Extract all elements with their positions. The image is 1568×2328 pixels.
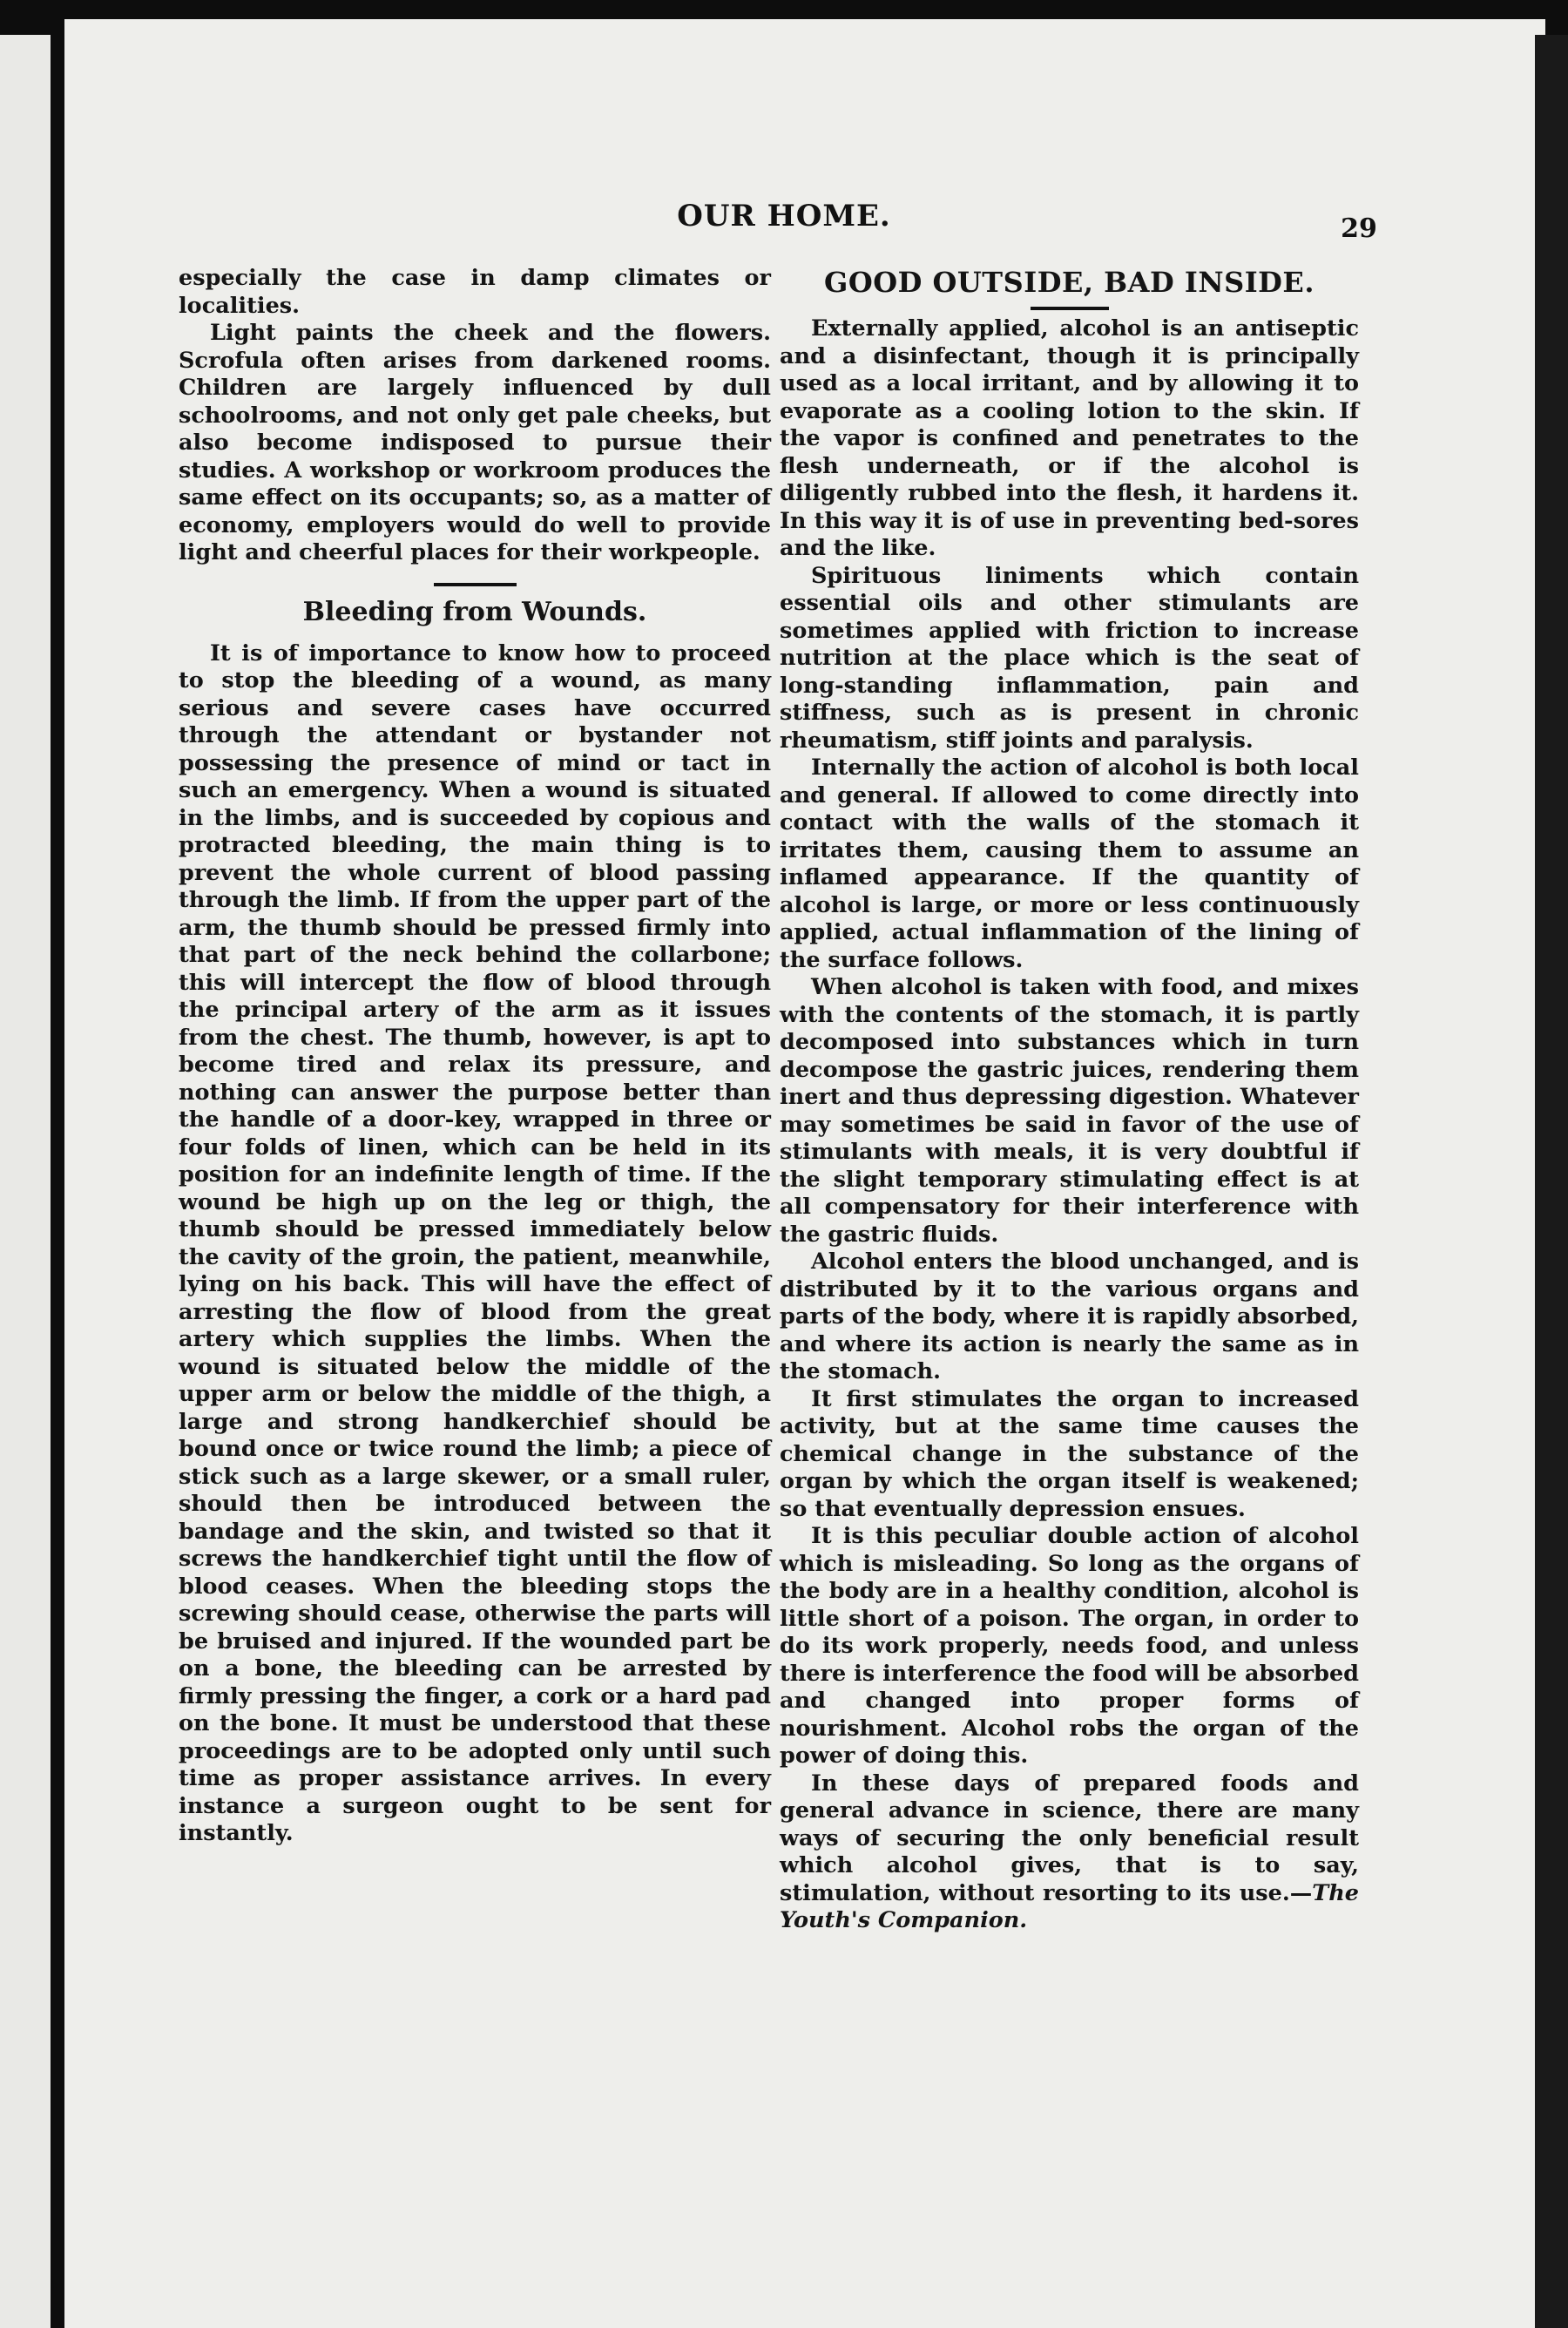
section-divider	[434, 583, 517, 586]
paragraph-6: It first stimulates the organ to increased activity, but at the same time causes the chemical change in the substance of the organ by which the organ itself is weakened; so that eventually depression ensues.	[780, 1385, 1359, 1522]
running-title: OUR HOME.	[677, 199, 891, 233]
article-title-bleeding: Bleeding from Wounds.	[302, 596, 647, 627]
page-gutter-shadow	[1535, 35, 1568, 2328]
facing-page-edge	[0, 35, 51, 2328]
page-number: 29	[1341, 213, 1377, 244]
paragraph-8-text: In these days of prepared foods and general advance in science, there are many ways of securing the only beneficial result which alcohol gives, that is to say, stimulation, without resorting to its use.—	[780, 1770, 1359, 1906]
paragraph-7: It is this peculiar double action of alcohol which is misleading. So long as the organs of the body are in a healthy condition, alcohol is little short of a poison. The organ, in order to do its work properly, needs food, and unless there is interference the food will be absorbed and changed into proper forms of nourishment. Alcohol robs the organ of the power of doing this.	[780, 1523, 1359, 1769]
title-divider	[1031, 307, 1109, 310]
paragraph-1: Externally applied, alcohol is an antiseptic and a disinfectant, though it is principally used as a local irritant, and by allowing it to evaporate as a cooling lotion to the skin. If the vapor is confined and penetrates to the flesh underneath, or if the alcohol is diligently rubbed into the flesh, it hardens it. In this way it is of use in preventing bed-sores and the like.	[780, 315, 1359, 561]
continued-paragraph: especially the case in damp climates or localities.	[179, 265, 771, 319]
paragraph-4: When alcohol is taken with food, and mixes with the contents of the stomach, it is partly decomposed into substances which in turn decompose the gastric juices, rendering them inert and thus depressing digestion. Whatever may sometimes be said in favor of the use of stimulants with meals, it is very doubtful if the slight temporary stimulating effect is at all compensatory for their interference with the gastric fluids.	[780, 974, 1359, 1248]
right-column	[780, 265, 1359, 1935]
paragraph-8	[780, 1770, 1359, 1935]
source-attribution: The Youth's Companion.	[780, 1879, 1359, 1933]
paragraph-light: Light paints the cheek and the flowers. Scrofula often arises from darkened rooms. Children are largely influenced by dull schoolrooms, and not only get pale cheeks, but also become indisposed to pursue their studies. A workshop or workroom produces the same effect on its occupants; so, as a matter of economy, employers would do well to provide light and cheerful places for their workpeople.	[179, 320, 771, 565]
paragraph-bleeding: It is of importance to know how to proceed to stop the bleeding of a wound, as many serious and severe cases have occurred through the attendant or bystander not possessing the presence of mind or tact in such an emergency. When a wound is situated in the limbs, and is succeeded by copious and protracted bleeding, the main thing is to prevent the whole current of blood passing through the limb. If from the upper part of the arm, the thumb should be pressed firmly into that part of the neck behind the collarbone; this will intercept the flow of blood through the principal artery of the arm as it issues from the chest. The thumb, however, is apt to become tired and relax its pressure, and nothing can answer the purpose better than the handle of a door-key, wrapped in three or four folds of linen, which can be held in its position for an indefinite length of time. If the wound be high up on the leg or thigh, the thumb should be pressed immediately below the cavity of the groin, the patient, meanwhile, lying on his back. This will have the effect of arresting the flow of blood from the great artery which supplies the limbs. When the wound is situated below the middle of the upper arm or below the middle of the thigh, a large and strong handkerchief should be bound once or twice round the limb; a piece of stick such as a large skewer, or a small ruler, should then be introduced between the bandage and the skin, and twisted so that it screws the handkerchief tight until the flow of blood ceases. When the bleeding stops the screwing should cease, otherwise the parts will be bruised and injured. If the wounded part be on a bone, the bleeding can be arrested by firmly pressing the finger, a cork or a hard pad on the bone. It must be understood that these proceedings are to be adopted only until such time as proper assistance arrives. In every instance a surgeon ought to be sent for instantly.	[179, 640, 771, 1846]
paragraph-3: Internally the action of alcohol is both local and general. If allowed to come directly into contact with the walls of the stomach it irritates them, causing them to assume an inflamed appearance. If the quantity of alcohol is large, or more or less continuously applied, actual inflammation of the lining of the surface follows.	[780, 755, 1359, 973]
left-column	[179, 265, 771, 1848]
article-title-good-outside: GOOD OUTSIDE, BAD INSIDE.	[824, 266, 1315, 299]
paragraph-5: Alcohol enters the blood unchanged, and is distributed by it to the various organs and parts of the body, where it is rapidly absorbed, and where its action is nearly the same as in the stomach.	[780, 1249, 1359, 1384]
paragraph-2: Spirituous liniments which contain essential oils and other stimulants are sometimes applied with friction to increase nutrition at the place which is the seat of long-standing inflammation, pain and stiffness, such as is present in chronic rheumatism, stiff joints and paralysis.	[780, 562, 1359, 754]
